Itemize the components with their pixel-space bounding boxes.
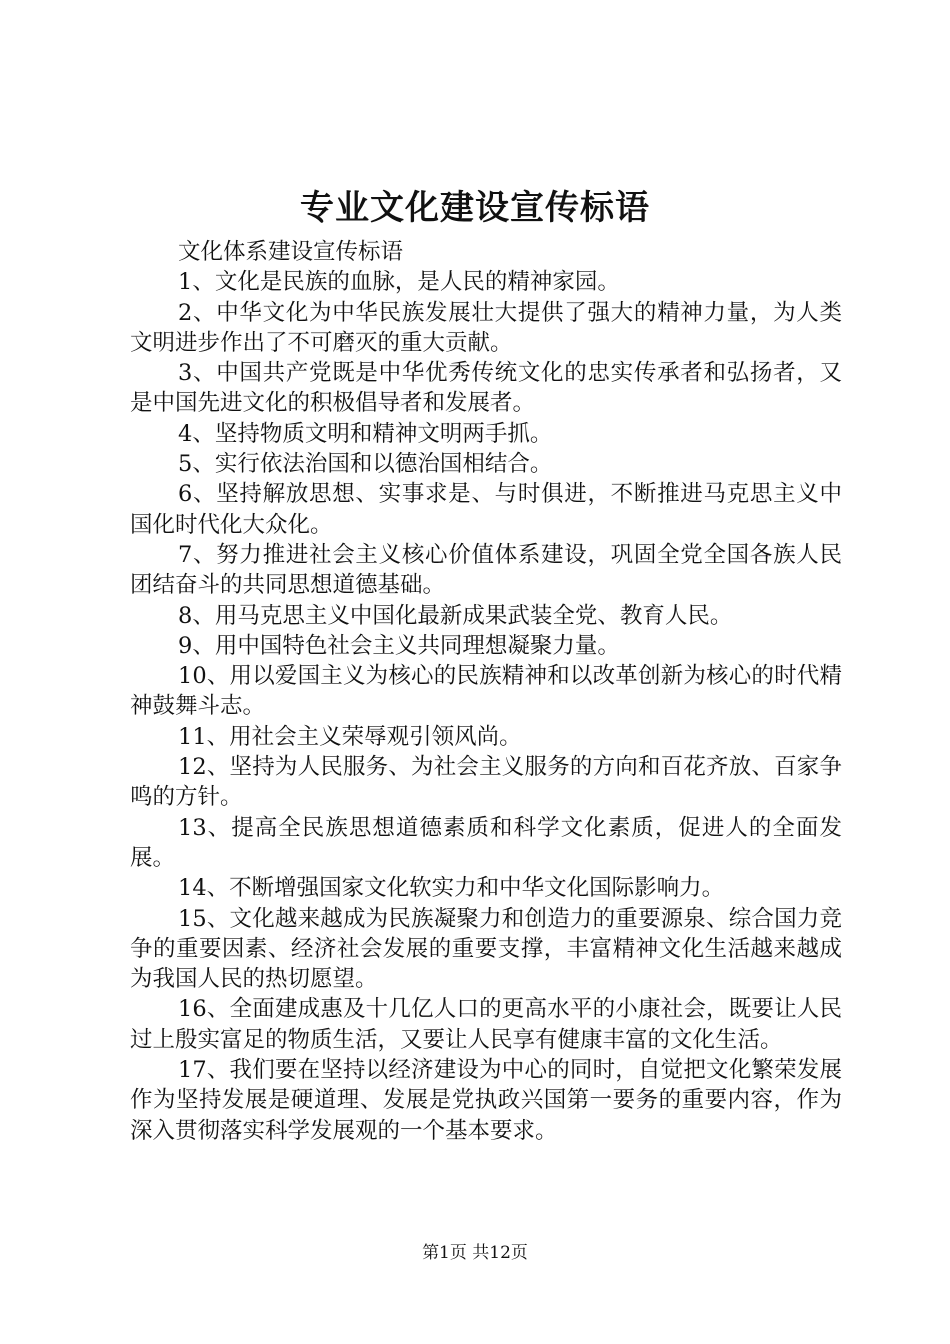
page-number-footer: 第1页 共12页: [422, 1243, 528, 1263]
slogan-paragraph-1: 1、文化是民族的血脉，是人民的精神家园。: [178, 269, 620, 296]
document-title: 专业文化建设宣传标语: [300, 188, 650, 228]
slogan-paragraph-6: 6、坚持解放思想、实事求是、与时俱进，不断推进马克思主义中国化时代化大众化。: [130, 481, 842, 538]
slogan-paragraph-5: 5、实行依法治国和以德治国相结合。: [178, 451, 553, 478]
slogan-paragraph-2: 2、中华文化为中华民族发展壮大提供了强大的精神力量，为人类文明进步作出了不可磨灭的重大贡献。: [130, 299, 842, 356]
document-body: [130, 237, 842, 1146]
slogan-paragraph-4: 4、坚持物质文明和精神文明两手抓。: [178, 420, 553, 447]
document-subtitle: 文化体系建设宣传标语: [178, 239, 404, 265]
slogan-paragraph-11: 11、用社会主义荣辱观引领风尚。: [178, 723, 522, 750]
slogan-paragraph-10: 10、用以爱国主义为核心的民族精神和以改革创新为核心的时代精神鼓舞斗志。: [130, 663, 842, 720]
slogan-paragraph-17: 17、我们要在坚持以经济建设为中心的同时，自觉把文化繁荣发展作为坚持发展是硬道理、发展是党执政兴国第一要务的重要内容，作为深入贯彻落实科学发展观的一个基本要求。: [130, 1057, 842, 1144]
slogan-paragraph-3: 3、中国共产党既是中华优秀传统文化的忠实传承者和弘扬者，又是中国先进文化的积极倡导者和发展者。: [130, 360, 842, 417]
slogan-paragraph-8: 8、用马克思主义中国化最新成果武装全党、教育人民。: [178, 602, 733, 629]
slogan-paragraph-7: 7、努力推进社会主义核心价值体系建设，巩固全党全国各族人民团结奋斗的共同思想道德基础。: [130, 541, 842, 599]
slogan-paragraph-12: 12、坚持为人民服务、为社会主义服务的方向和百花齐放、百家争鸣的方针。: [130, 754, 842, 811]
slogan-paragraph-9: 9、用中国特色社会主义共同理想凝聚力量。: [178, 632, 620, 659]
slogan-paragraph-15: 15、文化越来越成为民族凝聚力和创造力的重要源泉、综合国力竞争的重要因素、经济社会发展的重要支撑，丰富精神文化生活越来越成为我国人民的热切愿望。: [130, 905, 842, 993]
slogan-paragraph-16: 16、全面建成惠及十几亿人口的更高水平的小康社会，既要让人民过上殷实富足的物质生活，又要让人民享有健康丰富的文化生活。: [130, 996, 842, 1053]
slogan-paragraph-14: 14、不断增强国家文化软实力和中华文化国际影响力。: [178, 875, 725, 902]
slogan-paragraph-13: 13、提高全民族思想道德素质和科学文化素质，促进人的全面发展。: [130, 814, 842, 871]
